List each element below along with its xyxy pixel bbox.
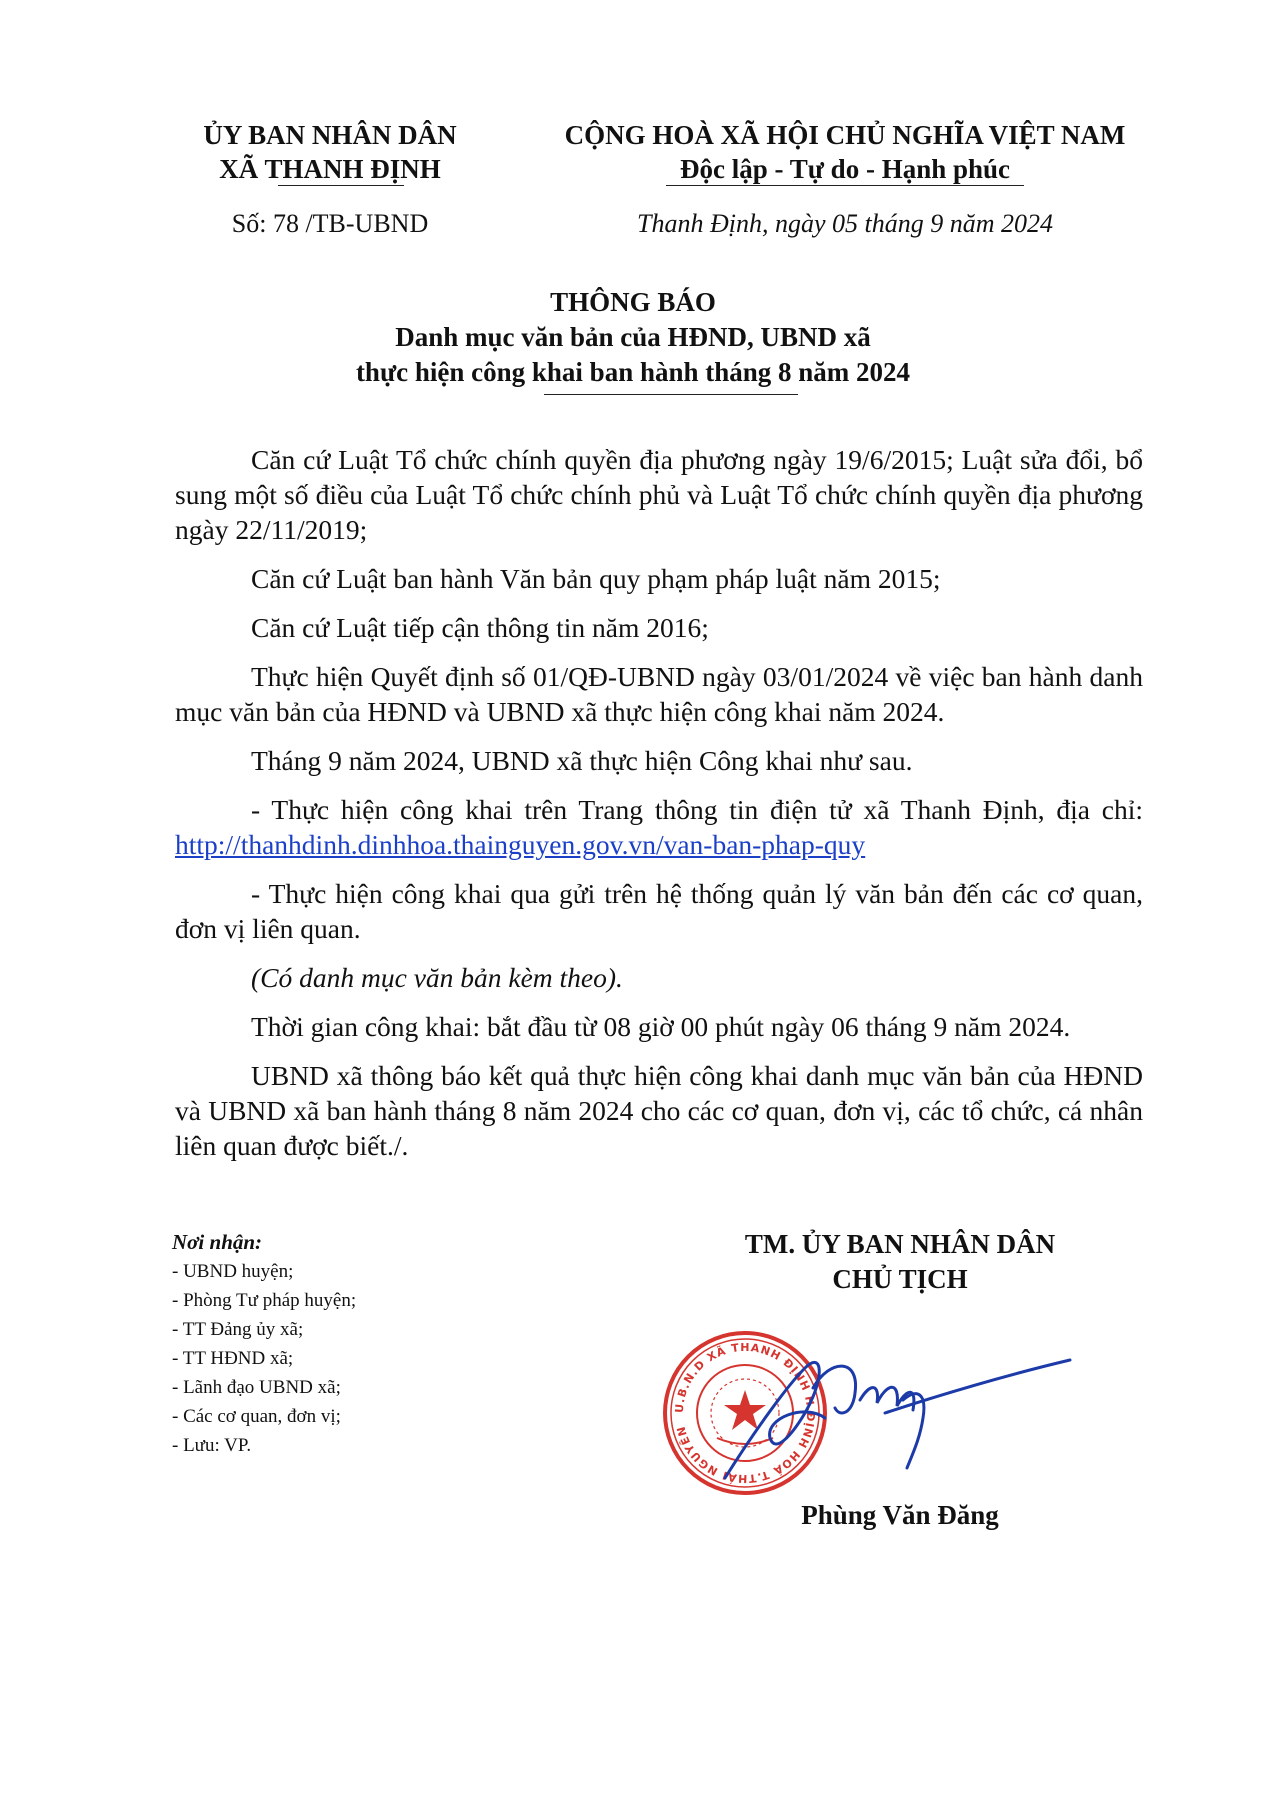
nation-line-2: Độc lập - Tự do - Hạnh phúc [679, 154, 1011, 184]
recipients-label: Nơi nhận: [172, 1230, 263, 1254]
website-link[interactable]: http://thanhdinh.dinhhoa.thainguyen.gov.vn/van-ban-phap-quy [175, 829, 866, 860]
recipient-item: - Các cơ quan, đơn vị; [172, 1406, 341, 1427]
recipients-list [172, 1257, 592, 1460]
recipient-item: - Lưu: VP. [172, 1435, 252, 1456]
seal-text: U.B.N.D XÃ THANH ĐỊNH H.ĐỊNH HOÁ T.THÁI NGUYÊN [672, 1340, 818, 1486]
recipient-item: - TT Đảng ủy xã; [172, 1319, 304, 1340]
paragraph-decision: Thực hiện Quyết định số 01/QĐ-UBND ngày 03/01/2024 về việc ban hành danh mục văn bản của HĐND và UBND xã thực hiện công khai năm 2024. [175, 661, 1143, 727]
title-line-1: THÔNG BÁO [550, 287, 716, 317]
nation-line-1: CỘNG HOÀ XÃ HỘI CHỦ NGHĨA VIỆT NAM [564, 120, 1126, 150]
paragraph-conclusion: UBND xã thông báo kết quả thực hiện công khai danh mục văn bản của HĐND và UBND xã ban hành tháng 8 năm 2024 cho các cơ quan, đơn vị, các tổ chức, cá nhân liên quan được biết./. [175, 1060, 1143, 1161]
recipients-block [172, 1228, 592, 1460]
document-number: Số: 78 /TB-UBND [231, 209, 429, 238]
motto-underline [666, 185, 1024, 186]
paragraph-time: Thời gian công khai: bắt đầu từ 08 giờ 00 phút ngày 06 tháng 9 năm 2024. [251, 1011, 1071, 1042]
recipient-item: - Lãnh đạo UBND xã; [172, 1377, 341, 1398]
signer-line-1: TM. ỦY BAN NHÂN DÂN [744, 1229, 1056, 1259]
paragraph-website [175, 792, 1143, 862]
paragraph-legal-basis-3: Căn cứ Luật tiếp cận thông tin năm 2016; [251, 612, 709, 643]
notice-title [200, 285, 1066, 390]
signer-name: Phùng Văn Đăng [801, 1500, 999, 1530]
seal-and-signature [655, 1318, 1075, 1508]
recipient-item: - UBND huyện; [172, 1261, 294, 1282]
agency-line-1: ỦY BAN NHÂN DÂN [203, 120, 457, 150]
title-line-3: thực hiện công khai ban hành tháng 8 năm 2024 [355, 357, 911, 387]
paragraph-attachment: (Có danh mục văn bản kèm theo). [251, 962, 623, 993]
recipient-item: - Phòng Tư pháp huyện; [172, 1290, 357, 1311]
paragraph-month: Tháng 9 năm 2024, UBND xã thực hiện Công khai như sau. [251, 745, 913, 776]
paragraph-legal-basis-1: Căn cứ Luật Tổ chức chính quyền địa phương ngày 19/6/2015; Luật sửa đổi, bổ sung một số điều của Luật Tổ chức chính phủ và Luật Tổ chức chính quyền địa phương ngày 22/11/2019; [175, 444, 1143, 545]
signer-line-2: CHỦ TỊCH [832, 1264, 968, 1294]
website-text: - Thực hiện công khai trên Trang thông tin điện tử xã Thanh Định, địa chỉ: [251, 794, 1143, 825]
paragraph-system: - Thực hiện công khai qua gửi trên hệ thống quản lý văn bản đến các cơ quan, đơn vị liên quan. [175, 878, 1143, 944]
notice-body [175, 442, 1143, 1177]
signer-block [640, 1227, 1160, 1297]
agency-underline [278, 185, 404, 186]
title-underline [544, 394, 798, 395]
place-date: Thanh Định, ngày 05 tháng 9 năm 2024 [637, 209, 1053, 238]
title-line-2: Danh mục văn bản của HĐND, UBND xã [395, 322, 871, 352]
paragraph-legal-basis-2: Căn cứ Luật ban hành Văn bản quy phạm pháp luật năm 2015; [251, 563, 941, 594]
recipient-item: - TT HĐND xã; [172, 1348, 294, 1369]
agency-line-2: XÃ THANH ĐỊNH [219, 154, 441, 184]
